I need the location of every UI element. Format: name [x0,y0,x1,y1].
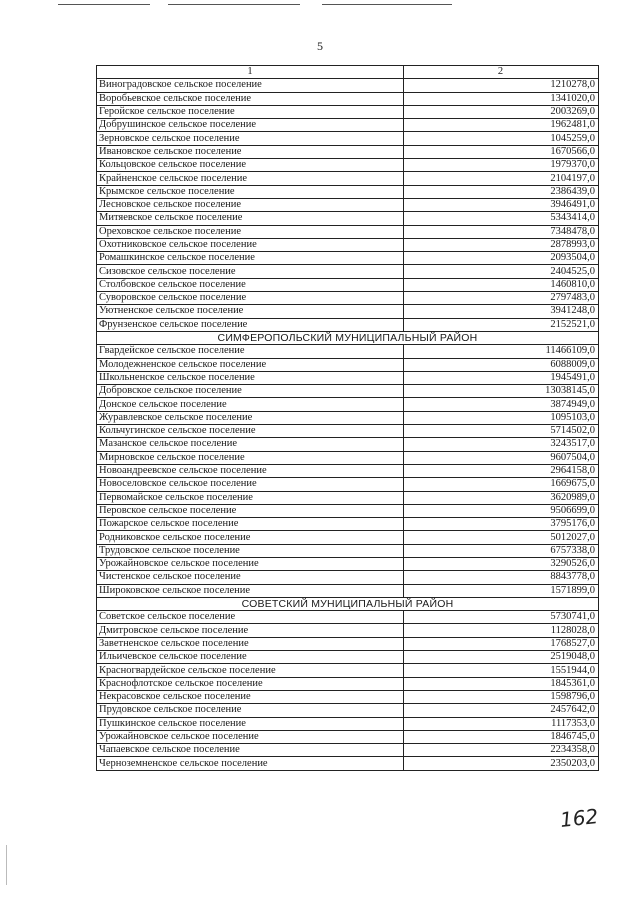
settlement-name: Ромашкинское сельское поселение [97,252,404,265]
settlement-name: Столбовское сельское поселение [97,278,404,291]
table-row [97,544,599,557]
settlement-name: Крайненское сельское поселение [97,172,404,185]
settlement-amount: 1341020,0 [404,92,599,105]
settlement-amount: 2003269,0 [404,105,599,118]
settlement-amount: 2519048,0 [404,651,599,664]
table-row [97,358,599,371]
settlement-amount: 1846745,0 [404,730,599,743]
settlement-name: Прудовское сельское поселение [97,704,404,717]
settlement-name: Кольцовское сельское поселение [97,159,404,172]
settlement-amount: 2878993,0 [404,238,599,251]
settlement-amount: 2386439,0 [404,185,599,198]
settlement-amount: 3290526,0 [404,557,599,570]
table-row [97,757,599,770]
table-row [97,584,599,597]
settlement-name: Кольчугинское сельское поселение [97,425,404,438]
settlement-amount: 11466109,0 [404,345,599,358]
table-row [97,690,599,703]
table-row [97,744,599,757]
settlement-name: Советское сельское поселение [97,611,404,624]
settlement-amount: 1979370,0 [404,159,599,172]
table-row [97,145,599,158]
settlement-name: Лесновское сельское поселение [97,198,404,211]
settlement-name: Ильичевское сельское поселение [97,651,404,664]
table-row [97,371,599,384]
table-header-row [97,66,599,79]
table-row [97,132,599,145]
table-row [97,531,599,544]
table-row [97,624,599,637]
settlement-name: Дмитровское сельское поселение [97,624,404,637]
settlement-amount: 8843778,0 [404,571,599,584]
table-row [97,305,599,318]
settlement-name: Заветненское сельское поселение [97,637,404,650]
table-row [97,225,599,238]
settlement-name: Перовское сельское поселение [97,504,404,517]
settlement-name: Ивановское сельское поселение [97,145,404,158]
settlement-name: Урожайновское сельское поселение [97,730,404,743]
settlement-amount: 3795176,0 [404,518,599,531]
settlement-name: Красногвардейское сельское поселение [97,664,404,677]
settlement-name: Донское сельское поселение [97,398,404,411]
table-row [97,571,599,584]
section-header-row [97,331,599,344]
settlement-amount: 3243517,0 [404,438,599,451]
table-row [97,79,599,92]
table-row [97,504,599,517]
settlement-amount: 3946491,0 [404,198,599,211]
settlement-amount: 2350203,0 [404,757,599,770]
table-row [97,664,599,677]
scan-margin-mark [6,845,7,885]
table-row [97,345,599,358]
settlement-amount: 5343414,0 [404,212,599,225]
table-row [97,464,599,477]
settlement-amount: 1845361,0 [404,677,599,690]
settlement-name: Крымское сельское поселение [97,185,404,198]
settlement-amount: 2104197,0 [404,172,599,185]
top-rule-right [168,4,300,5]
table-row [97,252,599,265]
table-row [97,398,599,411]
table-row [97,451,599,464]
table-row [97,318,599,331]
settlement-amount: 1945491,0 [404,371,599,384]
settlement-amount: 1571899,0 [404,584,599,597]
settlement-amount: 2152521,0 [404,318,599,331]
settlement-name: Воробьевское сельское поселение [97,92,404,105]
settlement-name: Чапаевское сельское поселение [97,744,404,757]
column-header-1: 1 [97,66,404,79]
settlement-amount: 2457642,0 [404,704,599,717]
table-body [97,66,599,771]
table-row [97,278,599,291]
settlement-name: Охотниковское сельское поселение [97,238,404,251]
settlement-name: Журавлевское сельское поселение [97,411,404,424]
settlement-name: Зерновское сельское поселение [97,132,404,145]
settlement-name: Добрушинское сельское поселение [97,119,404,132]
table-row [97,425,599,438]
settlement-amount: 2964158,0 [404,464,599,477]
table-row [97,105,599,118]
table-row [97,637,599,650]
settlement-amount: 3941248,0 [404,305,599,318]
table-row [97,478,599,491]
table-row [97,677,599,690]
settlement-amount: 7348478,0 [404,225,599,238]
table-row [97,651,599,664]
settlement-amount: 3874949,0 [404,398,599,411]
table-row [97,159,599,172]
settlement-amount: 13038145,0 [404,385,599,398]
settlement-amount: 1598796,0 [404,690,599,703]
settlement-name: Ореховское сельское поселение [97,225,404,238]
settlement-name: Виноградовское сельское поселение [97,79,404,92]
settlement-name: Гвардейское сельское поселение [97,345,404,358]
settlement-amount: 5730741,0 [404,611,599,624]
table-row [97,292,599,305]
section-header-row [97,597,599,610]
table-row [97,491,599,504]
settlement-amount: 1551944,0 [404,664,599,677]
table-row [97,611,599,624]
table-row [97,92,599,105]
settlement-name: Некрасовское сельское поселение [97,690,404,703]
settlement-name: Молодежненское сельское поселение [97,358,404,371]
settlement-name: Школьненское сельское поселение [97,371,404,384]
table-row [97,385,599,398]
settlement-amount: 2797483,0 [404,292,599,305]
settlement-name: Краснофлотское сельское поселение [97,677,404,690]
table-row [97,238,599,251]
settlement-name: Урожайновское сельское поселение [97,557,404,570]
settlement-amount: 6088009,0 [404,358,599,371]
settlement-amount: 5012027,0 [404,531,599,544]
table-row [97,119,599,132]
settlement-amount: 1962481,0 [404,119,599,132]
settlement-name: Уютненское сельское поселение [97,305,404,318]
settlement-amount: 2404525,0 [404,265,599,278]
table-row [97,557,599,570]
settlement-amount: 1669675,0 [404,478,599,491]
settlement-name: Новоселовское сельское поселение [97,478,404,491]
settlement-amount: 2234358,0 [404,744,599,757]
top-rule-left [58,4,150,5]
settlement-amount: 3620989,0 [404,491,599,504]
settlement-name: Добровское сельское поселение [97,385,404,398]
settlement-amount: 1117353,0 [404,717,599,730]
settlement-name: Широковское сельское поселение [97,584,404,597]
settlement-name: Геройское сельское поселение [97,105,404,118]
section-title: СОВЕТСКИЙ МУНИЦИПАЛЬНЫЙ РАЙОН [97,597,599,610]
table-row [97,265,599,278]
settlement-name: Родниковское сельское поселение [97,531,404,544]
table-row [97,717,599,730]
settlement-name: Пожарское сельское поселение [97,518,404,531]
settlement-amount: 9607504,0 [404,451,599,464]
settlement-name: Первомайское сельское поселение [97,491,404,504]
table-row [97,185,599,198]
settlement-name: Трудовское сельское поселение [97,544,404,557]
settlement-name: Суворовское сельское поселение [97,292,404,305]
settlement-amount: 1670566,0 [404,145,599,158]
settlement-amount: 1460810,0 [404,278,599,291]
settlements-table [96,65,599,771]
settlement-name: Фрунзенское сельское поселение [97,318,404,331]
top-rule-far [322,4,452,5]
table-row [97,518,599,531]
settlement-name: Митяевское сельское поселение [97,212,404,225]
table-row [97,212,599,225]
settlement-amount: 1768527,0 [404,637,599,650]
settlement-amount: 2093504,0 [404,252,599,265]
settlement-amount: 1210278,0 [404,79,599,92]
settlement-amount: 1095103,0 [404,411,599,424]
settlement-name: Черноземненское сельское поселение [97,757,404,770]
settlement-amount: 5714502,0 [404,425,599,438]
settlement-name: Сизовское сельское поселение [97,265,404,278]
settlement-name: Мирновское сельское поселение [97,451,404,464]
settlement-name: Мазанское сельское поселение [97,438,404,451]
settlement-name: Пушкинское сельское поселение [97,717,404,730]
table-row [97,704,599,717]
table-row [97,438,599,451]
handwritten-page-number: 162 [558,804,600,832]
settlement-amount: 6757338,0 [404,544,599,557]
table-row [97,172,599,185]
section-title: СИМФЕРОПОЛЬСКИЙ МУНИЦИПАЛЬНЫЙ РАЙОН [97,331,599,344]
settlement-name: Новоандреевское сельское поселение [97,464,404,477]
table-row [97,411,599,424]
page-number: 5 [317,39,323,53]
column-header-2: 2 [404,66,599,79]
settlement-amount: 1045259,0 [404,132,599,145]
settlement-amount: 9506699,0 [404,504,599,517]
settlement-name: Чистенское сельское поселение [97,571,404,584]
table-row [97,730,599,743]
table-row [97,198,599,211]
settlement-amount: 1128028,0 [404,624,599,637]
